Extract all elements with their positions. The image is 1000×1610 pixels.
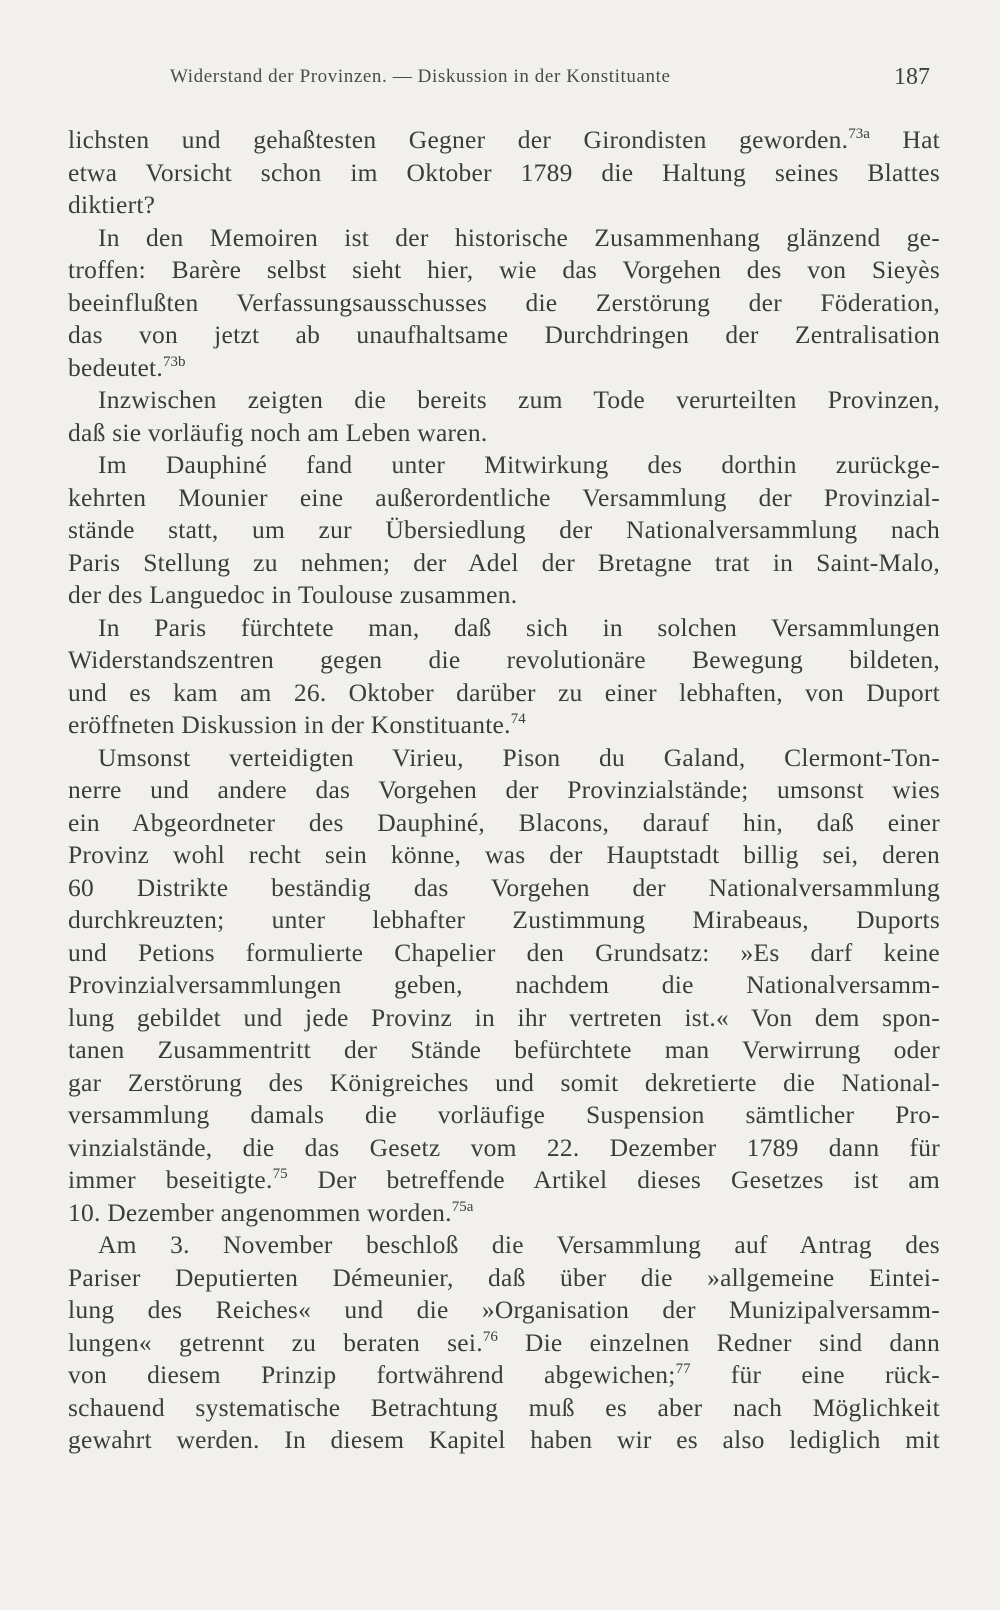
line-text: tanen Zusammentritt der Stände befürchtete man Verwirrung oder [68,1035,940,1064]
line-text: In den Memoiren ist der historische Zusammenhang glänzend ge- [98,222,940,252]
line-text: schauend systematische Betrachtung muß es aber nach Möglichkeit [68,1392,940,1422]
text-line [68,222,940,255]
line-text: Pariser Deputierten Démeunier, daß über die »allgemeine Eintei- [68,1262,940,1292]
footnote-marker: 75a [451,1198,474,1215]
text-line [68,482,940,515]
line-text: vinzialstände, die das Gesetz vom 22. Dezember 1789 dann für [68,1132,940,1162]
text-line [68,1327,940,1360]
line-text: der des Languedoc in Toulouse zusammen. [68,580,518,609]
text-line [68,1294,940,1327]
text-line [68,969,940,1002]
line-text: versammlung damals die vorläufige Suspension sämtlicher Pro- [68,1100,940,1129]
line-text: 10. Dezember angenommen worden. [68,1197,452,1227]
running-title: Widerstand der Provinzen. — Diskussion in der Konstituante [170,66,671,87]
text-line [68,124,940,157]
line-text: kehrten Mounier eine außerordentliche Versammlung der Provinzial- [68,482,940,512]
line-text-continued: für eine rück- [690,1360,940,1389]
line-text: durchkreuzten; unter lebhafter Zustimmung Mirabeaus, Duports [68,905,940,934]
line-text: lung gebildet und jede Provinz in ihr vertreten ist.« Von dem spon- [68,1002,940,1032]
line-text: Inzwischen zeigten die bereits zum Tode verurteilten Provinzen, [98,385,940,414]
text-line [68,1067,940,1100]
line-text: Widerstandszentren gegen die revolutionäre Bewegung bildeten, [68,645,940,674]
text-line [68,1002,940,1035]
line-text-continued: Die einzelnen Redner sind dann [497,1327,940,1357]
text-line [68,612,940,645]
line-text: etwa Vorsicht schon im Oktober 1789 die Haltung seines Blattes [68,157,940,187]
line-text-continued: Hat [869,125,940,154]
line-text: von diesem Prinzip fortwährend abgewichen; [68,1360,676,1389]
line-text: und es kam am 26. Oktober darüber zu einer lebhaften, von Duport [68,677,940,707]
line-text: das von jetzt ab unaufhaltsame Durchdringen der Zentralisation [68,320,940,349]
line-text: ein Abgeordneter des Dauphiné, Blacons, darauf hin, daß einer [68,807,940,837]
text-line [68,937,940,970]
page-number: 187 [894,64,930,90]
text-line [68,384,940,417]
line-text: nerre und andere das Vorgehen der Provinzialstände; umsonst wies [68,775,940,804]
text-line [68,1132,940,1165]
footnote-marker: 73a [848,126,870,142]
text-line [68,839,940,872]
text-line [68,1392,940,1425]
text-line [68,1164,940,1197]
text-line [68,677,940,710]
line-text: lung des Reiches« und die »Organisation der Munizipalversamm- [68,1295,940,1324]
line-text: Am 3. November beschloß die Versammlung auf Antrag des [98,1230,940,1259]
text-line [68,1034,940,1067]
text-line [68,319,940,352]
line-text: beeinflußten Verfassungsausschusses die Zerstörung der Föderation, [68,287,940,317]
text-line [68,1099,940,1132]
line-text: daß sie vorläufig noch am Leben waren. [68,417,488,447]
text-line [68,579,940,612]
line-text: lungen« getrennt zu beraten sei. [68,1327,483,1357]
text-line [68,449,940,482]
line-text: In Paris fürchtete man, daß sich in solchen Versammlungen [98,612,940,642]
text-line [68,709,940,742]
text-line [68,872,940,905]
text-line [68,1197,940,1230]
text-line [68,287,940,320]
line-text: Provinz wohl recht sein könne, was der Hauptstadt billig sei, deren [68,840,940,869]
text-line [68,1424,940,1457]
footnote-marker: 73b [163,353,186,370]
text-line [68,1359,940,1392]
text-line [68,774,940,807]
line-text: gewahrt werden. In diesem Kapitel haben wir es also lediglich mit [68,1425,940,1454]
text-line [68,904,940,937]
line-text: stände statt, um zur Übersiedlung der Nationalversammlung nach [68,515,940,544]
text-line [68,547,940,580]
line-text-continued: Der betreffende Artikel dieses Gesetzes ist am [287,1165,940,1194]
line-text: Im Dauphiné fand unter Mitwirkung des dorthin zurückge- [98,450,940,479]
line-text: Paris Stellung zu nehmen; der Adel der Bretagne trat in Saint-Malo, [68,547,940,577]
text-line [68,807,940,840]
line-text: und Petions formulierte Chapelier den Grundsatz: »Es darf keine [68,937,940,967]
line-text: troffen: Barère selbst sieht hier, wie das Vorgehen des von Sieyès [68,255,940,284]
line-text: Provinzialversammlungen geben, nachdem die Nationalversamm- [68,970,940,999]
text-line [68,352,940,385]
footnote-marker: 74 [510,711,526,727]
line-text: lichsten und gehaßtesten Gegner der Girondisten geworden. [68,125,849,154]
footnote-marker: 76 [482,1328,498,1345]
text-line [68,417,940,450]
text-line [68,157,940,190]
text-line [68,742,940,775]
line-text: immer beseitigte. [68,1165,273,1194]
footnote-marker: 77 [675,1361,691,1377]
text-line [68,644,940,677]
text-line [68,1229,940,1262]
running-header [170,66,930,96]
text-line [68,189,940,222]
footnote-marker: 75 [272,1166,288,1182]
line-text: eröffneten Diskussion in der Konstituante. [68,710,511,739]
line-text: Umsonst verteidigten Virieu, Pison du Galand, Clermont-Ton- [98,742,940,772]
line-text: bedeutet. [68,352,163,382]
line-text: diktiert? [68,190,156,219]
text-line [68,254,940,287]
body-text [68,124,940,1457]
text-line [68,1262,940,1295]
text-line [68,514,940,547]
line-text: 60 Distrikte beständig das Vorgehen der Nationalversammlung [68,872,940,902]
line-text: gar Zerstörung des Königreiches und somit dekretierte die National- [68,1067,940,1097]
